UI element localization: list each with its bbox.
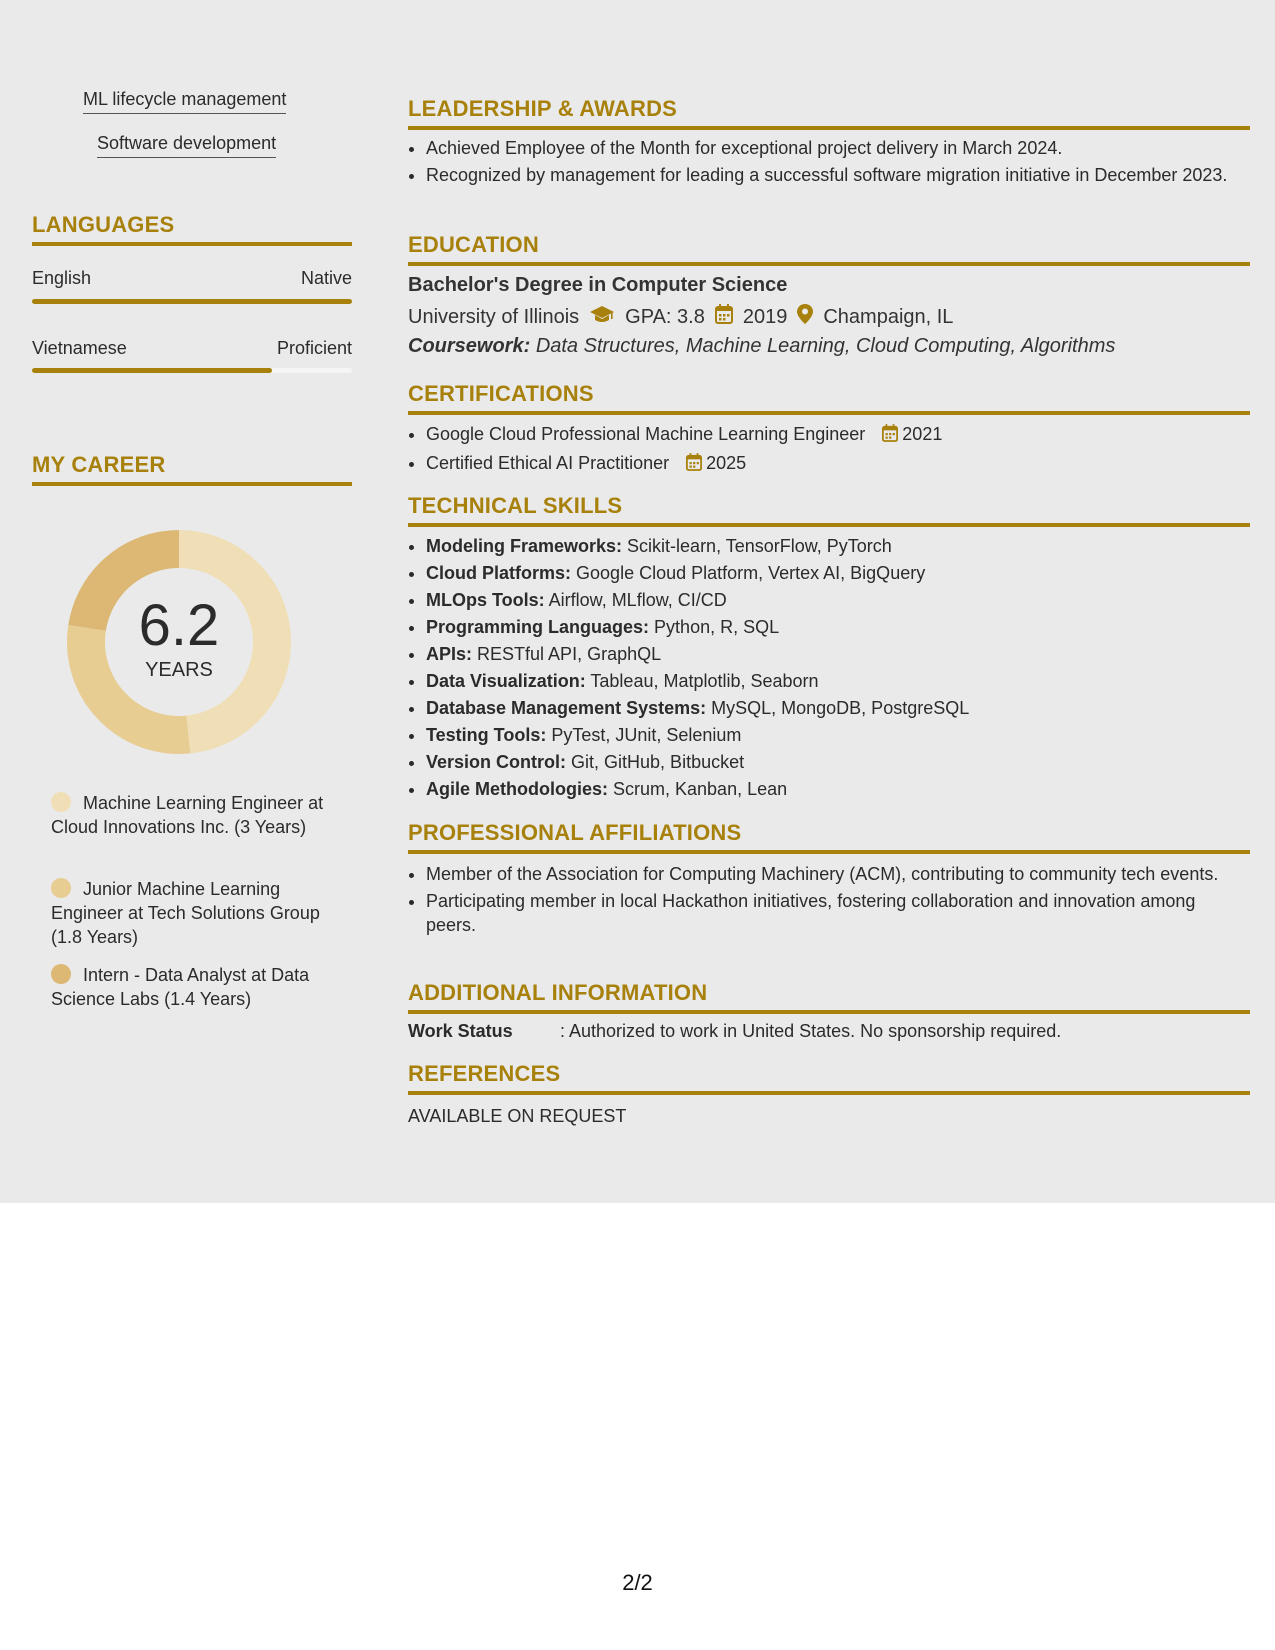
coursework-label: Coursework: (408, 335, 531, 357)
school-location: Champaign, IL (823, 305, 954, 328)
list-item: • Member of the Association for Computing Machinery (ACM), contributing to community tech events. (426, 862, 1250, 886)
coursework (408, 335, 1115, 358)
education-meta (408, 304, 953, 330)
career-donut-chart (67, 530, 291, 754)
skill-category: Database Management Systems: (426, 698, 707, 718)
list-item (426, 669, 1250, 693)
skill-values: Tableau, Matplotlib, Seaborn (590, 671, 819, 691)
technical-skills-heading: TECHNICAL SKILLS (408, 493, 1250, 527)
list-item (426, 451, 1250, 477)
list-item: • Participating member in local Hackathon initiatives, fostering collaboration and innovation among peers. (426, 889, 1250, 937)
language-row (32, 268, 352, 289)
skill-category: MLOps Tools: (426, 590, 545, 610)
donut-center (67, 530, 291, 754)
career-legend-item (51, 877, 341, 949)
additional-info-heading: ADDITIONAL INFORMATION (408, 980, 1250, 1014)
languages-heading: LANGUAGES (32, 212, 352, 246)
skill-values: Scikit-learn, TensorFlow, PyTorch (627, 536, 892, 556)
graduation-year: 2019 (742, 305, 788, 328)
school-name: University of Illinois (408, 305, 580, 328)
work-status-row (408, 1021, 1061, 1042)
language-level: Proficient (276, 338, 352, 358)
list-item (426, 642, 1250, 666)
affiliations-list (408, 862, 1250, 940)
list-item (426, 750, 1250, 774)
page-number: 2/2 (622, 1570, 653, 1595)
language-row (32, 338, 352, 359)
career-total-years: 6.2 (138, 592, 220, 658)
skill-values: RESTful API, GraphQL (477, 644, 662, 664)
calendar-icon (882, 424, 898, 448)
certification-year: 2021 (902, 424, 943, 444)
technical-skills-list (408, 534, 1250, 804)
list-item (426, 696, 1250, 720)
skill-values: MySQL, MongoDB, PostgreSQL (711, 698, 970, 718)
legend-dot (51, 792, 71, 812)
calendar-icon (686, 453, 702, 477)
list-item (426, 422, 1250, 448)
career-heading: MY CAREER (32, 452, 352, 486)
references-heading: REFERENCES (408, 1061, 1250, 1095)
list-item: • Achieved Employee of the Month for exceptional project delivery in March 2024. (426, 136, 1250, 160)
skill-category: APIs: (426, 644, 473, 664)
certifications-heading: CERTIFICATIONS (408, 381, 1250, 415)
certification-name: Certified Ethical AI Practitioner (426, 453, 670, 473)
language-name: English (32, 268, 92, 288)
skill-category: Version Control: (426, 752, 567, 772)
skill-values: PyTest, JUnit, Selenium (551, 725, 742, 745)
list-item (426, 588, 1250, 612)
list-item (426, 534, 1250, 558)
affiliations-heading: PROFESSIONAL AFFILIATIONS (408, 820, 1250, 854)
leadership-list (408, 136, 1250, 190)
skill-values: Scrum, Kanban, Lean (613, 779, 788, 799)
career-legend-item (51, 963, 341, 1011)
graduation-cap-icon (589, 304, 615, 330)
skill-category: Testing Tools: (426, 725, 547, 745)
career-role-label: Junior Machine Learning Engineer at Tech Solutions Group (1.8 Years) (51, 879, 320, 947)
work-status-value: : Authorized to work in United States. No sponsorship required. (560, 1021, 1062, 1041)
leadership-heading: LEADERSHIP & AWARDS (408, 96, 1250, 130)
legend-dot (51, 964, 71, 984)
skill-values: Airflow, MLflow, CI/CD (548, 590, 727, 610)
language-level: Native (300, 268, 352, 288)
skill-category: Programming Languages: (426, 617, 650, 637)
career-role-label: Machine Learning Engineer at Cloud Innovations Inc. (3 Years) (51, 793, 324, 837)
skill-tag: Software development (97, 133, 276, 158)
language-bar (32, 368, 352, 373)
certification-name: Google Cloud Professional Machine Learning Engineer (426, 424, 866, 444)
career-legend-item (51, 791, 341, 839)
calendar-icon (715, 304, 733, 330)
references-text: AVAILABLE ON REQUEST (408, 1106, 627, 1126)
list-item (426, 777, 1250, 801)
skill-tag: ML lifecycle management (83, 89, 286, 114)
education-heading: EDUCATION (408, 232, 1250, 266)
gpa: GPA: 3.8 (625, 305, 705, 328)
skill-category: Data Visualization: (426, 671, 586, 691)
work-status-label: Work Status (408, 1021, 513, 1041)
location-pin-icon (797, 304, 813, 330)
skill-category: Modeling Frameworks: (426, 536, 623, 556)
skill-values: Python, R, SQL (654, 617, 780, 637)
list-item (426, 723, 1250, 747)
legend-dot (51, 878, 71, 898)
coursework-list: Data Structures, Machine Learning, Cloud Computing, Algorithms (535, 335, 1116, 357)
career-years-unit: YEARS (145, 658, 213, 681)
list-item: • Recognized by management for leading a successful software migration initiative in December 2023. (426, 163, 1250, 187)
skill-category: Cloud Platforms: (426, 563, 572, 583)
language-bar (32, 299, 352, 304)
skill-values: Google Cloud Platform, Vertex AI, BigQuery (576, 563, 926, 583)
career-role-label: Intern - Data Analyst at Data Science Labs (1.4 Years) (51, 965, 310, 1009)
degree-title: Bachelor's Degree in Computer Science (408, 274, 788, 296)
list-item (426, 615, 1250, 639)
certification-year: 2025 (706, 453, 747, 473)
certifications-list (408, 422, 1250, 480)
language-bar-fill (32, 299, 352, 304)
language-name: Vietnamese (32, 338, 127, 358)
skill-category: Agile Methodologies: (426, 779, 608, 799)
skill-values: Git, GitHub, Bitbucket (571, 752, 745, 772)
list-item (426, 561, 1250, 585)
language-bar-fill (32, 368, 272, 373)
